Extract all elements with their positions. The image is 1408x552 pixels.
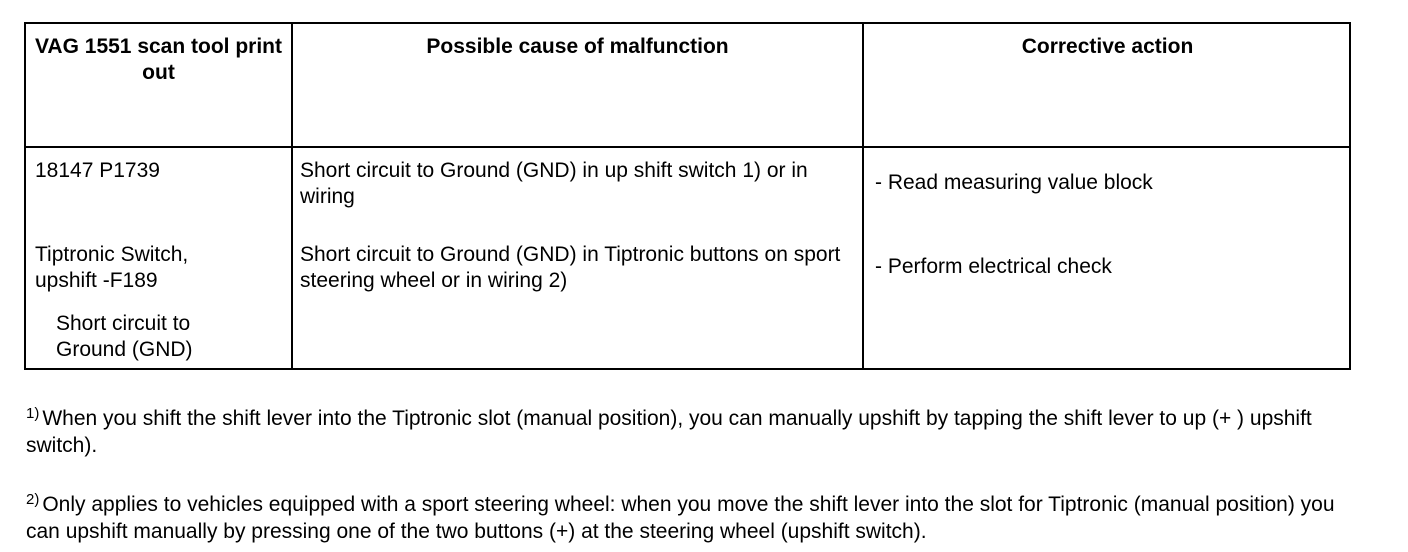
component-name: Tiptronic Switch, upshift -F189 bbox=[35, 243, 189, 292]
footnote-2-mark: 2) bbox=[26, 491, 40, 508]
fault-code: 18147 P1739 bbox=[35, 159, 160, 182]
footnote-1 bbox=[26, 400, 1356, 459]
footnote-1-text: When you shift the shift lever into the Tiptronic slot (manual position), you can manually upshift by tapping the shift lever to up (+ ) upshift switch). bbox=[26, 407, 1312, 457]
action-read-measuring-value-block: - Read measuring value block bbox=[875, 171, 1153, 194]
cause-steering-wheel-buttons: Short circuit to Ground (GND) in Tiptronic buttons on sport steering wheel or in wiring 2) bbox=[300, 243, 841, 292]
header-possible-cause: Possible cause of malfunction bbox=[426, 35, 729, 58]
header-scan-tool-printout: VAG 1551 scan tool print out bbox=[34, 35, 282, 84]
column-divider bbox=[862, 24, 864, 368]
header-corrective-action: Corrective action bbox=[1021, 35, 1194, 58]
diagnostic-table bbox=[24, 22, 1351, 370]
fault-condition: Short circuit to Ground (GND) bbox=[56, 312, 193, 361]
footnote-1-mark: 1) bbox=[26, 405, 40, 422]
column-divider bbox=[291, 24, 293, 368]
header-divider bbox=[26, 146, 1349, 148]
action-perform-electrical-check: - Perform electrical check bbox=[875, 255, 1112, 278]
footnote-2 bbox=[26, 486, 1356, 545]
cause-upshift-switch: Short circuit to Ground (GND) in up shift switch 1) or in wiring bbox=[300, 159, 808, 208]
footnote-2-text: Only applies to vehicles equipped with a sport steering wheel: when you move the shift lever into the slot for Tiptronic (manual position) you can upshift manually by pressing one of the two buttons (+) at the steering wheel (upshift switch). bbox=[26, 493, 1335, 543]
